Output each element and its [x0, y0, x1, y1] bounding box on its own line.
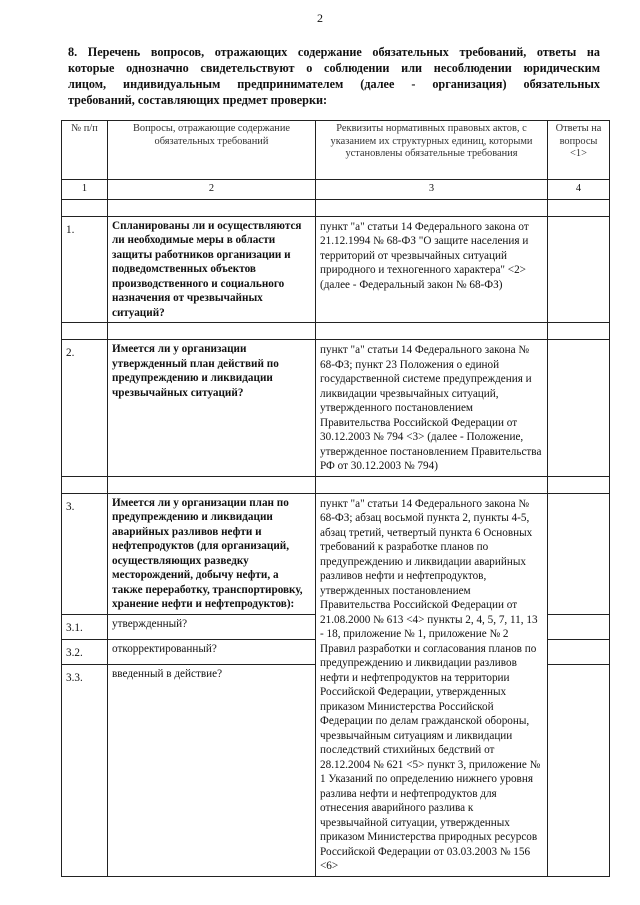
legal-reference-cell: пункт "а" статьи 14 Федерального закона от 21.12.1994 № 68-ФЗ "О защите населения и территорий от чрезвычайных ситуаций природного и техногенного характера" <2> (далее - Федеральный закон № 68-ФЗ): [316, 216, 548, 323]
table-row: [62, 493, 610, 614]
header-cell-answers: Ответы на вопросы <1>: [548, 121, 610, 180]
row-number: 1.: [62, 216, 108, 323]
heading-line: лицом, индивидуальным предпринимателем (далее - организация) обязательных: [68, 77, 600, 91]
answer-cell[interactable]: [548, 340, 610, 477]
row-number: 3.3.: [62, 664, 108, 876]
column-index-row: [62, 180, 610, 200]
table-row: [62, 340, 610, 477]
page-number: 2: [317, 11, 323, 25]
row-number: 3.: [62, 493, 108, 614]
header-cell-legal-acts: Реквизиты нормативных правовых актов, с указанием их структурных единиц, которыми установлены обязательные требования: [316, 121, 548, 180]
row-number: 2.: [62, 340, 108, 477]
question-cell: Имеется ли у организации утвержденный план действий по предупреждению и ликвидации чрезвычайных ситуаций?: [108, 340, 316, 477]
row-number: 3.1.: [62, 614, 108, 639]
heading-line: требований, составляющих предмет проверки:: [68, 93, 328, 107]
question-cell: утвержденный?: [108, 614, 316, 639]
table-row: [62, 216, 610, 323]
header-cell-questions: Вопросы, отражающие содержание обязательных требований: [108, 121, 316, 180]
table-header-row: [62, 121, 610, 180]
question-cell: Спланированы ли и осуществляются ли необходимые меры в области защиты работников организации и подведомственных объектов производственного и социального назначения от чрезвычайных ситуаций?: [108, 216, 316, 323]
spacer-row: [62, 199, 610, 216]
spacer-row: [62, 476, 610, 493]
heading-line: которые однозначно свидетельствуют о соблюдении или несоблюдении юридическим: [68, 61, 600, 75]
spacer-row: [62, 323, 610, 340]
answer-cell[interactable]: [548, 614, 610, 639]
answer-cell[interactable]: [548, 216, 610, 323]
answer-cell[interactable]: [548, 493, 610, 614]
question-cell: Имеется ли у организации план по предупреждению и ликвидации аварийных разливов нефти и нефтепродуктов (для организаций, осуществляющих разведку месторождений, добычу нефти, а также переработку, транспортировку, хранение нефти и нефтепродуктов):: [108, 493, 316, 614]
column-index: 1: [62, 180, 108, 200]
legal-reference-cell: пункт "а" статьи 14 Федерального закона № 68-ФЗ; пункт 23 Положения о единой государственной системе предупреждения и ликвидации чрезвычайных ситуаций, утвержденного постановлением Правительства Российской Федерации от 30.12.2003 № 794 <3> (далее - Положение, утвержденное постановлением Правительства РФ от 30.12.2003 № 794): [316, 340, 548, 477]
heading-line: 8. Перечень вопросов, отражающих содержание обязательных требований, ответы на: [68, 45, 600, 59]
section-heading: [68, 44, 600, 108]
answer-cell[interactable]: [548, 639, 610, 664]
row-number: 3.2.: [62, 639, 108, 664]
column-index: 3: [316, 180, 548, 200]
column-index: 2: [108, 180, 316, 200]
header-cell-number: № п/п: [62, 121, 108, 180]
question-cell: откорректированный?: [108, 639, 316, 664]
answer-cell[interactable]: [548, 664, 610, 876]
column-index: 4: [548, 180, 610, 200]
legal-reference-cell: пункт "а" статьи 14 Федерального закона № 68-ФЗ; абзац восьмой пункта 2, пункты 4-5, абзац третий, четвертый пункта 6 Основных требований к разработке планов по предупреждению и ликвидации аварийных разливов нефти и нефтепродуктов, утвержденных постановлением Правительства Российской Федерации от 21.08.2000 № 613 <4> пункты 2, 4, 5, 7, 11, 13 - 18, приложение № 1, приложение № 2 Правил разработки и согласования планов по предупреждению и ликвидации разливов нефти и нефтепродуктов на территории Российской Федерации, утвержденных приказом Министерства Российской Федерации по делам гражданской обороны, чрезвычайным ситуациям и ликвидации последствий стихийных бедствий от 28.12.2004 № 621 <5> пункт 3, приложение № 1 Указаний по определению нижнего уровня разлива нефти и нефтепродуктов для отнесения аварийного разлива к чрезвычайной ситуации, утвержденных приказом Министерства природных ресурсов Российской Федерации от 03.03.2003 № 156 <6>: [316, 493, 548, 876]
requirements-table: [61, 120, 610, 877]
question-cell: введенный в действие?: [108, 664, 316, 876]
